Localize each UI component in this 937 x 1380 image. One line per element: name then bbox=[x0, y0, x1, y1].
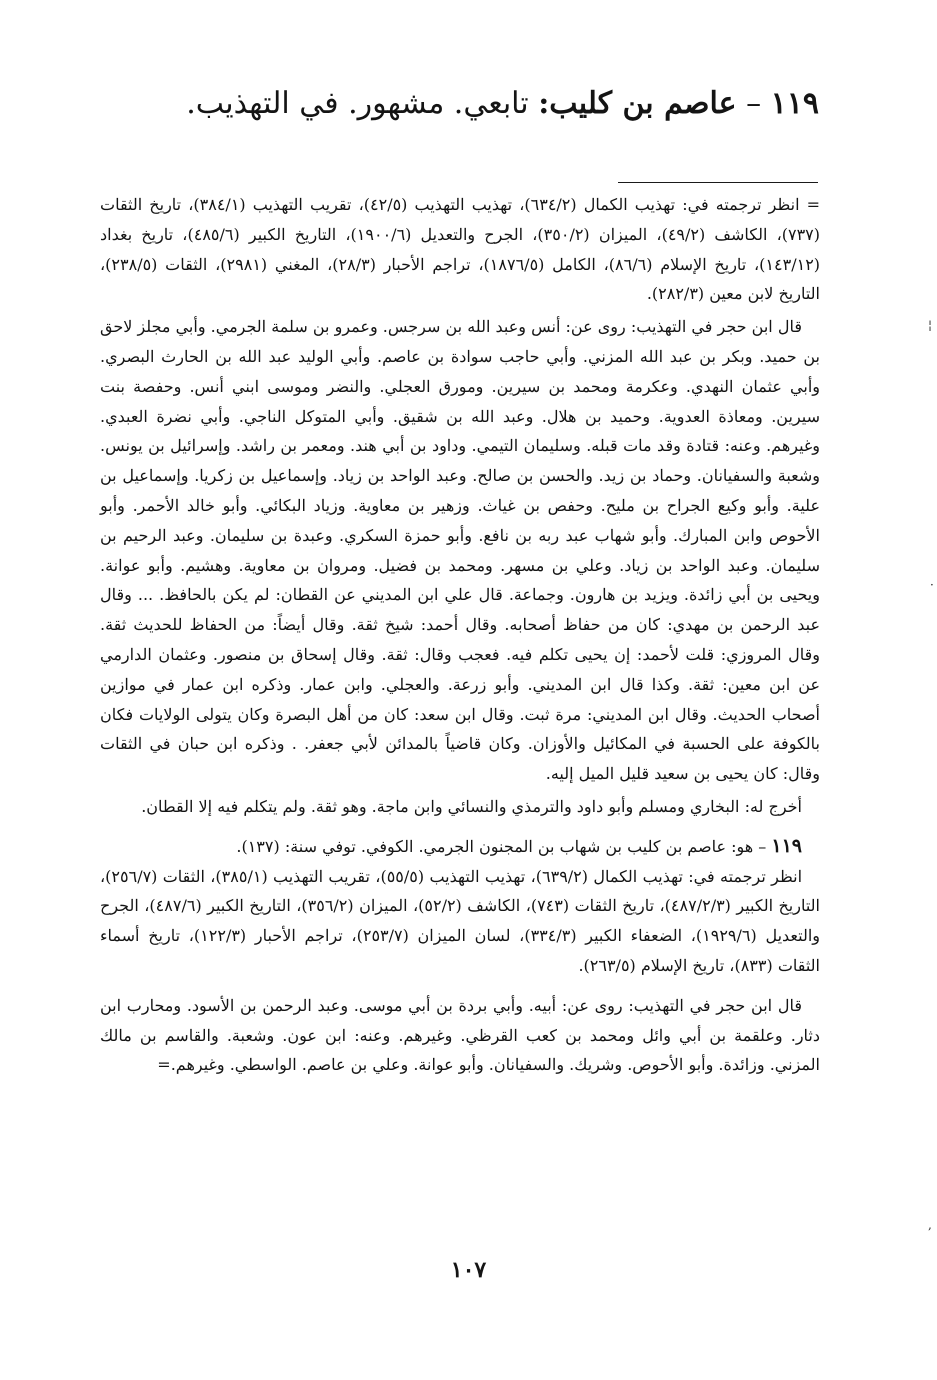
footnote-sources-1: = انظر ترجمته في: تهذيب الكمال (٦٣٤/٢)، تهذيب التهذيب (٤٢/٥)، تقريب التهذيب (٣٨٤/١)، تاريخ الثقات (٧٣٧)، الكاشف (٤٩/٢)، الميزان (٣٥٠/٢)، الجرح والتعديل (١٩٠٠/٦)، التاريخ الكبير (٤٨٥/٦)، تاريخ بغداد (١٤٣/١٢)، تاريخ الإسلام (٨٦/٦)، الكامل (١٨٧٦/٥)، تراجم الأحبار (٢٨/٣)، المغني (٢٩٨١)، الثقات (٢٣٨/٥)، التاريخ لابن معين (٢٨٢/٣). bbox=[100, 195, 821, 304]
page-number: ١٠٧ bbox=[450, 1257, 487, 1283]
entry-name: عاصم بن كليب: bbox=[538, 86, 737, 121]
entry-number: ١١٩ bbox=[770, 86, 819, 121]
footnote-sources-2: انظر ترجمته في: تهذيب الكمال (٦٣٩/٢)، تهذيب التهذيب (٥٥/٥)، تقريب التهذيب (٣٨٥/١)، الثقات (٢٥٦/٧)، التاريخ الكبير (٤٨٧/٢/٣)، تاريخ الثقات (٧٤٣)، الكاشف (٥٢/٢)، الميزان (٣٥٦/٢)، التاريخ الكبير (٤٨٧/٦)، الجرح والتعديل (١٩٢٩/٦)، الضعفاء الكبير (٣٣٤/٣)، لسان الميزان (٢٥٣/٧)، تراجم الأحبار (١٢٢/٣)، تاريخ أسماء الثقات (٨٣٣)، تاريخ الإسلام (٢٦٣/٥). bbox=[100, 866, 821, 975]
scan-margin-mark: , bbox=[928, 1218, 932, 1232]
entry-heading bbox=[59, 82, 819, 126]
entry-description: تابعي. مشهور. في التهذيب. bbox=[186, 86, 529, 121]
footnote-separator bbox=[618, 182, 818, 183]
footnotes bbox=[100, 190, 820, 1080]
scan-margin-mark: ¦ bbox=[928, 318, 933, 332]
footnote-takhrij: أخرج له: البخاري ومسلم وأبو داود والترمذي والنسائي وابن ماجة. وهو ثقة. ولم يتكلم فيه إلا القطان. bbox=[141, 796, 802, 816]
footnote-second-number: ١١٩ bbox=[771, 834, 802, 857]
footnote-second-intro: – هو: عاصم بن كليب بن شهاب بن المجنون الجرمي. الكوفي. توفي سنة: (١٣٧). bbox=[236, 836, 767, 856]
footnote-second-entry bbox=[100, 832, 820, 862]
scan-margin-mark: · bbox=[930, 578, 934, 592]
footnote-ibn-hajar-1: قال ابن حجر في التهذيب: روى عن: أنس وعبد الله بن سرجس. وعمرو بن سلمة الجرمي. وأبي مجلز لاحق بن حميد. وبكر بن عبد الله المزني. وأبي حاجب سوادة بن عاصم. وأبي الوليد عبد الله بن الحارث البصري. وأبي عثمان النهدي. وعكرمة ومحمد بن سيرين. ومورق العجلي. والنضر وموسى ابني أنس. وحفصة بنت سيرين. ومعاذة العدوية. وحميد بن هلال. وعبد الله بن شقيق. وأبي المتوكل الناجي. وأبي نضرة العبدي. وغيرهم. وعنه: قتادة وقد مات قبله. وسليمان التيمي. وداود بن أبي هند. ومعمر بن راشد. وإسرائيل بن يونس. وشعبة والسفيانان. وحماد بن زيد. والحسن بن صالح. وعبد الواحد بن زياد. وإسماعيل بن زكريا. وإسماعيل بن علية. وأبو وكيع الجراح بن مليح. وحفص بن غياث. وزهير بن معاوية. وزياد البكائي. وأبو خالد الأحمر. وأبو الأحوص وابن المبارك. وأبو شهاب عبد ربه بن نافع. وأبو حمزة السكري. وعبدة بن سليمان. وعبد الرحيم بن سليمان. وعبد الواحد بن زياد. وعلي بن مسهر. ومحمد بن فضيل. ومروان بن معاوية. وهشيم. وأبو عوانة. ويحيى بن أبي زائدة. ويزيد بن هارون. وجماعة. قال علي ابن المديني عن القطان: لم يكن بالحافظ. ... وقال عبد الرحمن بن مهدي: كان من حفاظ أصحابه. وقال أحمد: شيخ ثقة. وقال أيضاً: من الحفاظ للحديث ثقة. وقال المروزي: قلت لأحمد: إن يحيى تكلم فيه. فعجب وقال: ثقة. وقال إسحاق بن منصور. وعثمان الدارمي عن ابن معين: ثقة. وكذا قال ابن المديني. وأبو زرعة. والعجلي. وابن عمار. وذكره ابن عمار في موازين أصحاب الحديث. وقال ابن المديني: مرة ثبت. وقال ابن سعد: كان من أهل البصرة وكان يتولى الولايات فكان بالكوفة على الحسبة في المكائيل والأوزان. وكان قاضياً بالمدائن لأبي جعفر. . وذكره ابن حبان في الثقات وقال: كان يحيى بن سعيد قليل الميل إليه. bbox=[100, 317, 821, 784]
entry-dash: – bbox=[746, 86, 762, 121]
footnote-ibn-hajar-2: قال ابن حجر في التهذيب: روى عن: أبيه. وأبي بردة بن أبي موسى. وعبد الرحمن بن الأسود. ومحارب ابن دثار. وعلقمة بن أبي وائل ومحمد بن كعب القرظي. وغيرهم. وعنه: ابن عون. وشعبة. والقاسم بن مالك المزني. وزائدة. وأبو الأحوص. وشريك. والسفيانان. وأبو عوانة. وعلي بن عاصم. الواسطي. وغيرهم.= bbox=[100, 995, 820, 1075]
